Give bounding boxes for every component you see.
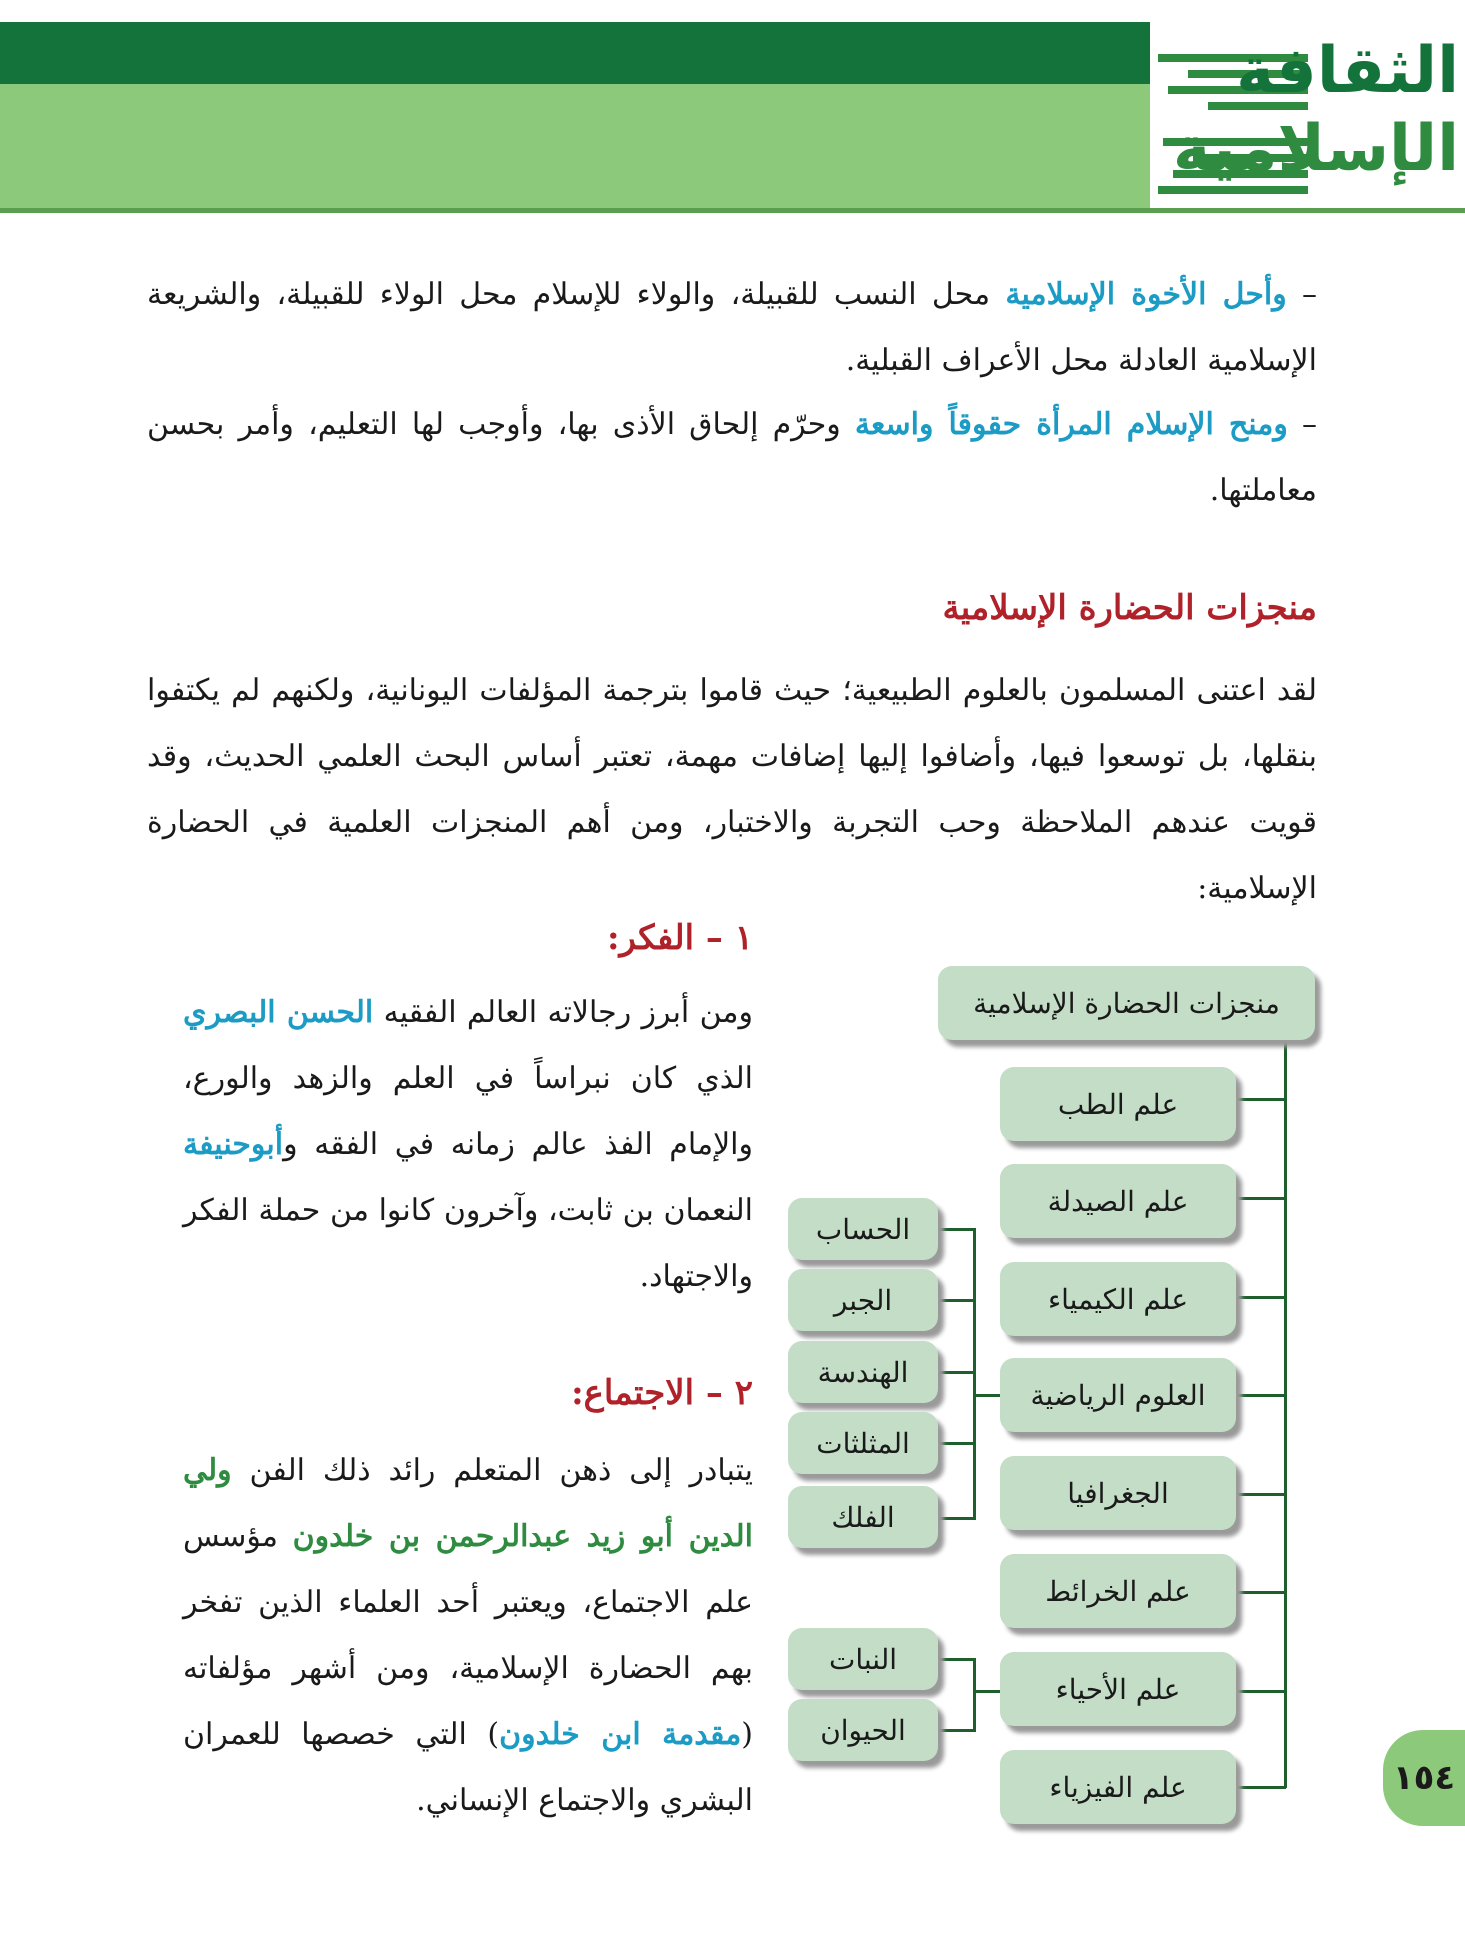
logo-title-line2: الإسلامية <box>1172 112 1459 186</box>
thought-paragraph <box>183 980 753 1310</box>
sociology-text: ) التي خصصها للعمران البشري والاجتماع الإنساني. <box>183 1717 753 1818</box>
node-medicine: علم الطب <box>1000 1067 1236 1141</box>
book-muqaddimah: مقدمة ابن خلدون <box>499 1717 742 1752</box>
node-pharmacy: علم الصيدلة <box>1000 1164 1236 1238</box>
bio-connector <box>938 1658 976 1661</box>
bullet-text: محل النسب للقبيلة، والولاء للإسلام محل الولاء للقبيلة، والشريعة الإسلامية العادلة محل الأعراف القبلية. <box>147 277 1317 378</box>
connector <box>1236 1690 1286 1693</box>
sociology-text: يتبادر إلى ذهن المتعلم رائد ذلك الفن <box>231 1453 753 1488</box>
connector <box>1236 1591 1286 1594</box>
header-bar-light <box>0 84 1155 210</box>
node-astronomy: الفلك <box>788 1486 938 1548</box>
bullet-brotherhood <box>147 262 1317 394</box>
bullet-dash: – <box>1302 277 1317 312</box>
node-trigonometry: المثلثات <box>788 1412 938 1474</box>
sociology-paragraph <box>183 1438 753 1834</box>
connector <box>1236 1786 1286 1789</box>
thought-heading: ١ – الفكر: <box>606 918 753 958</box>
person-hasan-basri: الحسن البصري <box>183 995 374 1030</box>
page-number: ١٥٤ <box>1383 1730 1465 1826</box>
node-zoology: الحيوان <box>788 1699 938 1761</box>
header-underline <box>0 208 1465 213</box>
node-botany: النبات <box>788 1628 938 1690</box>
connector <box>1236 1197 1286 1200</box>
trunk-line <box>1284 1040 1287 1788</box>
math-vertical <box>973 1228 976 1520</box>
person-abu-hanifa: أبوحنيفة <box>183 1127 284 1162</box>
section-title: منجزات الحضارة الإسلامية <box>942 588 1317 628</box>
connector <box>1236 1296 1286 1299</box>
node-biology: علم الأحياء <box>1000 1652 1236 1726</box>
connector <box>1236 1098 1286 1101</box>
math-connector <box>938 1299 976 1302</box>
node-algebra: الجبر <box>788 1269 938 1331</box>
bullet-highlight: ومنح الإسلام المرأة حقوقاً واسعة <box>854 407 1288 442</box>
section-intro: لقد اعتنى المسلمون بالعلوم الطبيعية؛ حيث قاموا بترجمة المؤلفات اليونانية، ولكنهم لم يكتفوا بنقلها، بل توسعوا فيها، وأضافوا إليها إضافات مهمة، تعتبر أساس البحث العلمي الحديث، وقد قويت عندهم الملاحظة وحب التجربة والاختبار، ومن أهم المنجزات العلمية في الحضارة الإسلامية: <box>147 673 1317 906</box>
diagram-root: منجزات الحضارة الإسلامية <box>938 966 1315 1040</box>
node-arithmetic: الحساب <box>788 1198 938 1260</box>
math-connector <box>938 1442 976 1445</box>
header-bar-dark <box>0 22 1155 84</box>
node-mathematics: العلوم الرياضية <box>1000 1358 1236 1432</box>
connector <box>1236 1493 1286 1496</box>
bio-connector <box>938 1729 976 1732</box>
sociology-heading: ٢ – الاجتماع: <box>571 1373 753 1413</box>
thought-text: النعمان بن ثابت، وآخرون كانوا من حملة الفكر والاجتهاد. <box>183 1193 753 1294</box>
connector <box>1236 1394 1286 1397</box>
math-connector <box>938 1228 976 1231</box>
thought-text: ومن أبرز رجالاته العالم الفقيه <box>373 995 753 1030</box>
node-chemistry: علم الكيمياء <box>1000 1262 1236 1336</box>
node-geography: الجغرافيا <box>1000 1456 1236 1530</box>
logo-title-line1: الثقافة <box>1236 34 1459 108</box>
person-ibn-khaldun: ولي الدين أبو زيد عبدالرحمن بن خلدون <box>183 1453 753 1554</box>
node-geometry: الهندسة <box>788 1341 938 1403</box>
math-connector <box>938 1371 976 1374</box>
bio-vertical <box>973 1658 976 1732</box>
bullet-text: وحرّم إلحاق الأذى بها، وأوجب لها التعليم، وأمر بحسن معاملتها. <box>147 407 1317 508</box>
node-physics: علم الفيزياء <box>1000 1750 1236 1824</box>
math-connector <box>938 1517 976 1520</box>
bullet-dash: – <box>1302 407 1317 442</box>
bullet-highlight: وأحل الأخوة الإسلامية <box>1005 277 1287 312</box>
sociology-text: مؤسس علم الاجتماع، ويعتبر أحد العلماء الذين تفخر بهم الحضارة الإسلامية، ومن أشهر مؤلفاته ( <box>183 1519 753 1752</box>
node-cartography: علم الخرائط <box>1000 1554 1236 1628</box>
bullet-women-rights <box>147 392 1317 524</box>
thought-text: الذي كان نبراساً في العلم والزهد والورع، والإمام الفذ عالم زمانه في الفقه و <box>183 1061 753 1162</box>
